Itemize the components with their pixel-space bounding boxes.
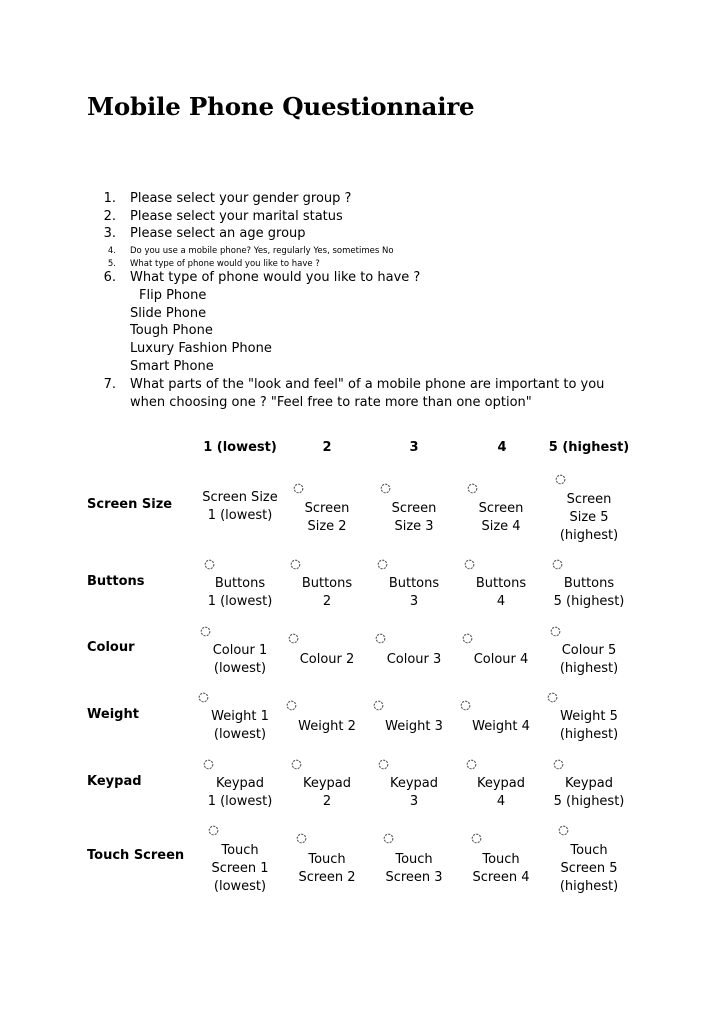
phone-option-tough[interactable]: Tough Phone [130,323,213,338]
rating-option-label: Screen 4 [472,870,530,885]
rating-option-label: Weight 2 [298,719,356,734]
radio-button-icon[interactable] [550,626,561,637]
rating-option-label: 4 [496,594,506,609]
rating-option-label: Keypad [389,776,439,791]
rating-cell-colour-1 [195,642,285,678]
question-1 [103,190,352,208]
rating-cell-buttons-2 [292,575,362,611]
rating-option-label: Touch [308,852,346,867]
radio-button-icon[interactable] [208,825,219,836]
question-text: Please select an age group [130,226,306,241]
radio-button-icon[interactable] [462,633,473,644]
rating-cell-keypad-2 [292,775,362,811]
rating-option-label: Colour 2 [299,652,355,667]
question-number: 1. [103,191,116,206]
question-number: 4. [107,246,116,256]
rating-option-label: Size 2 [307,519,347,534]
rating-option-label: Keypad [215,776,265,791]
question-text-line-2: when choosing one ? "Feel free to rate more than one option" [130,394,532,410]
phone-option-flip[interactable]: Flip Phone [139,288,207,303]
row-label-touch-screen: Touch Screen [87,848,185,863]
question-number: 6. [103,270,116,285]
rating-cell-colour-3 [379,651,449,669]
rating-cell-keypad-4 [466,775,536,811]
question-number: 3. [103,226,116,241]
rating-cell-weight-5 [544,708,634,744]
rating-cell-buttons-1 [195,575,285,611]
rating-cell-touch-screen-5 [544,842,634,896]
rating-cell-screen-size-1 [195,489,285,525]
rating-cell-screen-size-5 [544,491,634,545]
rating-option-label: Screen 2 [298,870,356,885]
rating-cell-touch-screen-1 [195,842,285,896]
radio-button-icon[interactable] [471,833,482,844]
radio-button-icon[interactable] [291,759,302,770]
radio-button-icon[interactable] [383,833,394,844]
rating-option-label: Colour 1 [212,643,268,658]
rating-option-label: Touch [395,852,433,867]
radio-button-icon[interactable] [552,559,563,570]
rating-option-label: Size 3 [394,519,434,534]
rating-cell-weight-1 [195,708,285,744]
rating-cell-touch-screen-3 [379,851,449,887]
question-number: 5. [107,259,116,269]
rating-header-3: 3 [409,440,419,455]
rating-option-label: Weight 1 [211,709,269,724]
rating-cell-touch-screen-2 [292,851,362,887]
rating-option-label: Colour 4 [473,652,529,667]
rating-option-label: 3 [409,594,419,609]
rating-option-label: Size 4 [481,519,521,534]
rating-option-label: 2 [322,794,332,809]
rating-cell-colour-5 [544,642,634,678]
rating-option-label: Keypad [302,776,352,791]
question-text: What parts of the "look and feel" of a mobile phone are important to you [130,377,605,392]
question-number: 2. [103,209,116,224]
rating-cell-screen-size-3 [379,500,449,536]
rating-option-label: Colour 3 [386,652,442,667]
radio-button-icon[interactable] [290,559,301,570]
radio-button-icon[interactable] [547,692,558,703]
radio-button-icon[interactable] [555,474,566,485]
row-label-screen-size: Screen Size [87,497,173,512]
radio-button-icon[interactable] [380,483,391,494]
question-text: Do you use a mobile phone? Yes, regularly Yes, sometimes No [130,246,394,256]
rating-option-label: (lowest) [213,879,267,894]
radio-button-icon[interactable] [553,759,564,770]
rating-option-label: Screen [391,501,437,516]
rating-option-label: (lowest) [213,661,267,676]
rating-option-label: Keypad [564,776,614,791]
rating-cell-colour-4 [466,651,536,669]
question-text: Please select your marital status [130,209,343,224]
rating-cell-colour-2 [292,651,362,669]
rating-cell-buttons-5 [544,575,634,611]
row-label-buttons: Buttons [87,574,145,589]
question-2 [103,208,343,226]
radio-button-icon[interactable] [373,700,384,711]
page-title: Mobile Phone Questionnaire [87,92,475,121]
rating-option-label: (highest) [559,661,619,676]
rating-option-label: (highest) [559,727,619,742]
question-text: What type of phone would you like to have ? [130,259,320,269]
question-number: 7. [103,377,116,392]
rating-cell-keypad-1 [195,775,285,811]
rating-option-label: 3 [409,794,419,809]
rating-option-label: 1 (lowest) [207,508,273,523]
rating-cell-buttons-4 [466,575,536,611]
radio-button-icon[interactable] [203,759,214,770]
radio-button-icon[interactable] [460,700,471,711]
question-text: Please select your gender group ? [130,191,352,206]
radio-button-icon[interactable] [378,759,389,770]
rating-option-label: Buttons [301,576,353,591]
radio-button-icon[interactable] [286,700,297,711]
rating-option-label: Buttons [214,576,266,591]
radio-button-icon[interactable] [466,759,477,770]
rating-option-label: Screen 1 [211,861,269,876]
radio-button-icon[interactable] [200,626,211,637]
rating-option-label: (highest) [559,528,619,543]
rating-option-label: 5 (highest) [553,794,625,809]
rating-option-label: Weight 4 [472,719,530,734]
rating-option-label: Colour 5 [561,643,617,658]
rating-option-label: Buttons [475,576,527,591]
rating-option-label: Weight 5 [560,709,618,724]
rating-header-5: 5 (highest) [548,440,630,455]
radio-button-icon[interactable] [198,692,209,703]
rating-header-1: 1 (lowest) [203,440,277,455]
radio-button-icon[interactable] [377,559,388,570]
radio-button-icon[interactable] [464,559,475,570]
rating-header-2: 2 [322,440,332,455]
radio-button-icon[interactable] [375,633,386,644]
rating-cell-weight-2 [292,718,362,736]
rating-option-label: (lowest) [213,727,267,742]
rating-cell-weight-4 [466,718,536,736]
rating-option-label: Buttons [563,576,615,591]
question-6 [103,269,421,287]
rating-option-label: Touch [570,843,608,858]
rating-option-label: Touch [221,843,259,858]
rating-option-label: Touch [482,852,520,867]
radio-button-icon[interactable] [296,833,307,844]
rating-option-label: Weight 3 [385,719,443,734]
rating-option-label: Buttons [388,576,440,591]
rating-cell-weight-3 [379,718,449,736]
question-4 [107,245,394,257]
rating-cell-screen-size-2 [292,500,362,536]
rating-option-label: Screen Size [202,490,278,505]
question-text: What type of phone would you like to have ? [130,270,421,285]
row-label-weight: Weight [87,707,139,722]
rating-option-label: Screen 5 [560,861,618,876]
rating-option-label: (highest) [559,879,619,894]
phone-option-luxury[interactable]: Luxury Fashion Phone [130,341,272,356]
radio-button-icon[interactable] [288,633,299,644]
rating-option-label: Screen [304,501,350,516]
rating-header-4: 4 [497,440,507,455]
rating-option-label: 1 (lowest) [207,594,273,609]
rating-cell-screen-size-4 [466,500,536,536]
rating-option-label: Keypad [476,776,526,791]
rating-option-label: 2 [322,594,332,609]
rating-cell-keypad-3 [379,775,449,811]
rating-option-label: Screen 3 [385,870,443,885]
phone-option-smart[interactable]: Smart Phone [130,359,214,374]
rating-cell-keypad-5 [544,775,634,811]
rating-option-label: 4 [496,794,506,809]
question-7 [103,376,605,411]
radio-button-icon[interactable] [467,483,478,494]
rating-cell-touch-screen-4 [466,851,536,887]
radio-button-icon[interactable] [293,483,304,494]
rating-option-label: 1 (lowest) [207,794,273,809]
rating-option-label: Size 5 [569,510,609,525]
row-label-colour: Colour [87,640,135,655]
row-label-keypad: Keypad [87,774,142,789]
rating-option-label: Screen [566,492,612,507]
phone-option-slide[interactable]: Slide Phone [130,306,207,321]
rating-option-label: 5 (highest) [553,594,625,609]
radio-button-icon[interactable] [204,559,215,570]
question-3 [103,225,306,243]
rating-cell-buttons-3 [379,575,449,611]
radio-button-icon[interactable] [558,825,569,836]
rating-option-label: Screen [478,501,524,516]
